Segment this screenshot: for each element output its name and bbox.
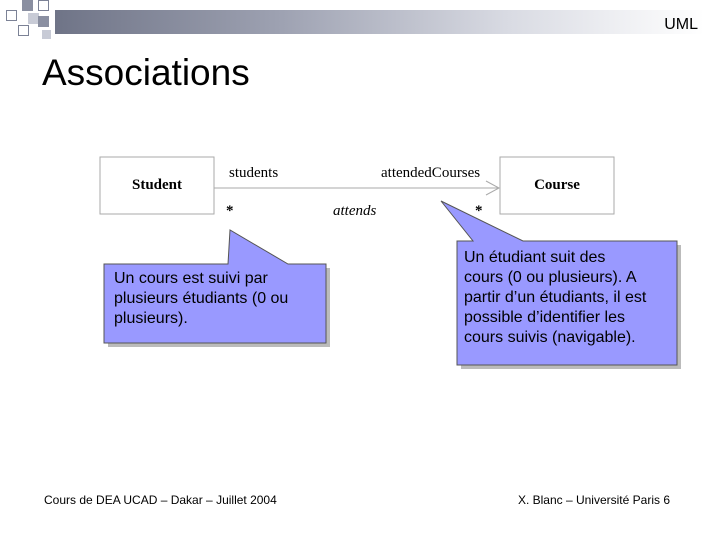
- callout-2-line: possible d’identifier les: [464, 309, 625, 326]
- header-label: UML: [664, 16, 698, 33]
- callout-1-line: plusieurs).: [114, 310, 188, 327]
- association-name: attends: [333, 203, 377, 219]
- callout-1-line: plusieurs étudiants (0 ou: [114, 290, 289, 307]
- callout-1-line: Un cours est suivi par: [114, 270, 268, 287]
- multiplicity-right: *: [475, 203, 483, 219]
- multiplicity-left: *: [226, 203, 234, 219]
- page-title: Associations: [42, 52, 250, 93]
- callout-2-text: [464, 248, 679, 348]
- footer-right: X. Blanc – Université Paris 6: [517, 493, 670, 507]
- callout-2-line: cours (0 ou plusieurs). A: [464, 269, 637, 286]
- callout-2-line: cours suivis (navigable).: [464, 329, 636, 346]
- callout-2-line: Un étudiant suit des: [464, 249, 606, 266]
- callout-1-text: [114, 269, 324, 329]
- footer-left: Cours de DEA UCAD – Dakar – Juillet 2004: [44, 493, 277, 507]
- role-students: students: [229, 165, 279, 181]
- role-attended-courses: attendedCourses: [381, 165, 481, 181]
- class-student-name: Student: [131, 177, 183, 193]
- class-course-name: Course: [534, 177, 580, 193]
- callout-2-line: partir d’un étudiants, il est: [464, 289, 647, 306]
